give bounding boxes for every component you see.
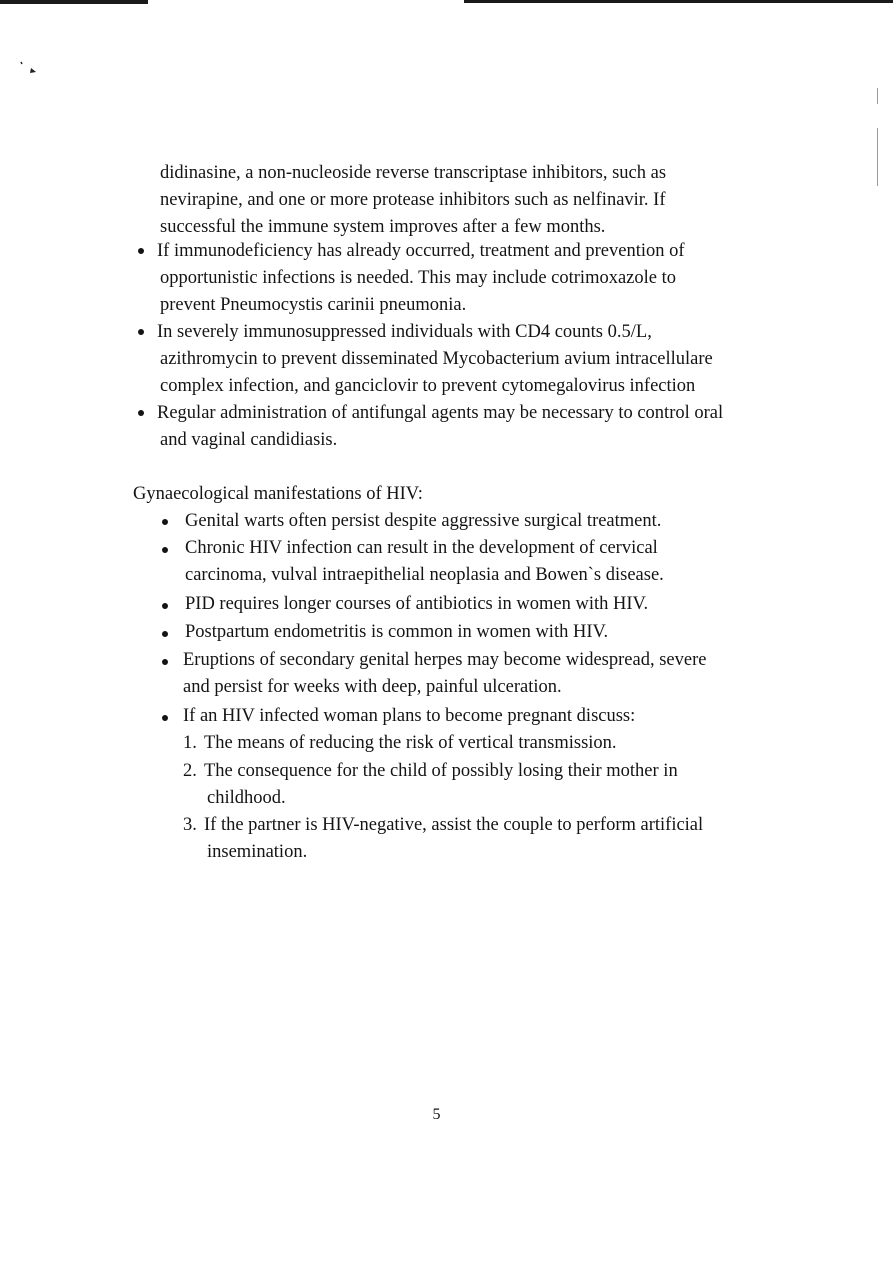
text-line: If immunodeficiency has already occurred, treatment and prevention of	[157, 241, 685, 261]
bullet-icon	[138, 248, 144, 254]
list-item	[185, 591, 648, 618]
list-item	[157, 238, 685, 319]
text-line: The means of reducing the risk of vertical transmission.	[204, 733, 617, 753]
carryover-paragraph	[160, 160, 666, 241]
list-item	[157, 319, 713, 400]
text-line: Postpartum endometritis is common in women with HIV.	[185, 622, 609, 642]
bullet-icon	[162, 603, 168, 609]
text-line: PID requires longer courses of antibiotics in women with HIV.	[185, 594, 649, 614]
item-number: 2.	[183, 761, 197, 781]
text-line: and persist for weeks with deep, painful ulceration.	[183, 677, 562, 697]
bullet-icon	[162, 659, 168, 665]
text-line: Eruptions of secondary genital herpes may become widespread, severe	[183, 650, 707, 670]
list-item	[185, 619, 608, 646]
scan-border-artifact	[464, 0, 893, 3]
page-number: 5	[432, 1106, 441, 1123]
bullet-icon	[162, 631, 168, 637]
list-item	[157, 400, 723, 454]
text-line: If the partner is HIV-negative, assist the couple to perform artificial	[204, 815, 704, 835]
text-line: insemination.	[207, 842, 308, 862]
text-line: carcinoma, vulval intraepithelial neoplasia and Bowen`s disease.	[185, 565, 664, 585]
list-item	[183, 703, 635, 730]
scan-edge-artifact	[877, 88, 878, 104]
text-line: didinasine, a non-nucleoside reverse transcriptase inhibitors, such as	[160, 163, 667, 183]
bullet-icon	[162, 519, 168, 525]
text-line: azithromycin to prevent disseminated Mycobacterium avium intracellulare	[160, 349, 713, 369]
text-line: Regular administration of antifungal agents may be necessary to control oral	[157, 403, 724, 423]
scan-speck-icon	[18, 60, 40, 76]
text-line: opportunistic infections is needed. This may include cotrimoxazole to	[160, 268, 676, 288]
numbered-item-2	[183, 758, 678, 812]
text-line: The consequence for the child of possibly losing their mother in	[204, 761, 678, 781]
text-line: complex infection, and ganciclovir to prevent cytomegalovirus infection	[160, 376, 696, 396]
text-line: childhood.	[207, 788, 286, 808]
list-item	[183, 647, 706, 701]
bullet-icon	[162, 715, 168, 721]
bullet-icon	[138, 329, 144, 335]
section-heading: Gynaecological manifestations of HIV:	[133, 484, 423, 504]
text-line: prevent Pneumocystis carinii pneumonia.	[160, 295, 467, 315]
text-line: Genital warts often persist despite aggressive surgical treatment.	[185, 511, 662, 531]
bullet-icon	[138, 410, 144, 416]
item-number: 1.	[183, 733, 197, 753]
scan-edge-artifact	[877, 128, 878, 186]
numbered-item-3	[183, 812, 704, 866]
bullet-icon	[162, 547, 168, 553]
item-number: 3.	[183, 815, 197, 835]
text-line: and vaginal candidiasis.	[160, 430, 338, 450]
list-item	[185, 508, 661, 535]
numbered-item-1	[183, 730, 617, 757]
text-line: successful the immune system improves after a few months.	[160, 217, 606, 237]
text-line: Chronic HIV infection can result in the development of cervical	[185, 538, 658, 558]
scan-border-artifact	[0, 0, 148, 4]
text-line: If an HIV infected woman plans to become pregnant discuss:	[183, 706, 636, 726]
text-line: nevirapine, and one or more protease inhibitors such as nelfinavir. If	[160, 190, 666, 210]
list-item	[185, 535, 664, 589]
text-line: In severely immunosuppressed individuals with CD4 counts 0.5/L,	[157, 322, 652, 342]
